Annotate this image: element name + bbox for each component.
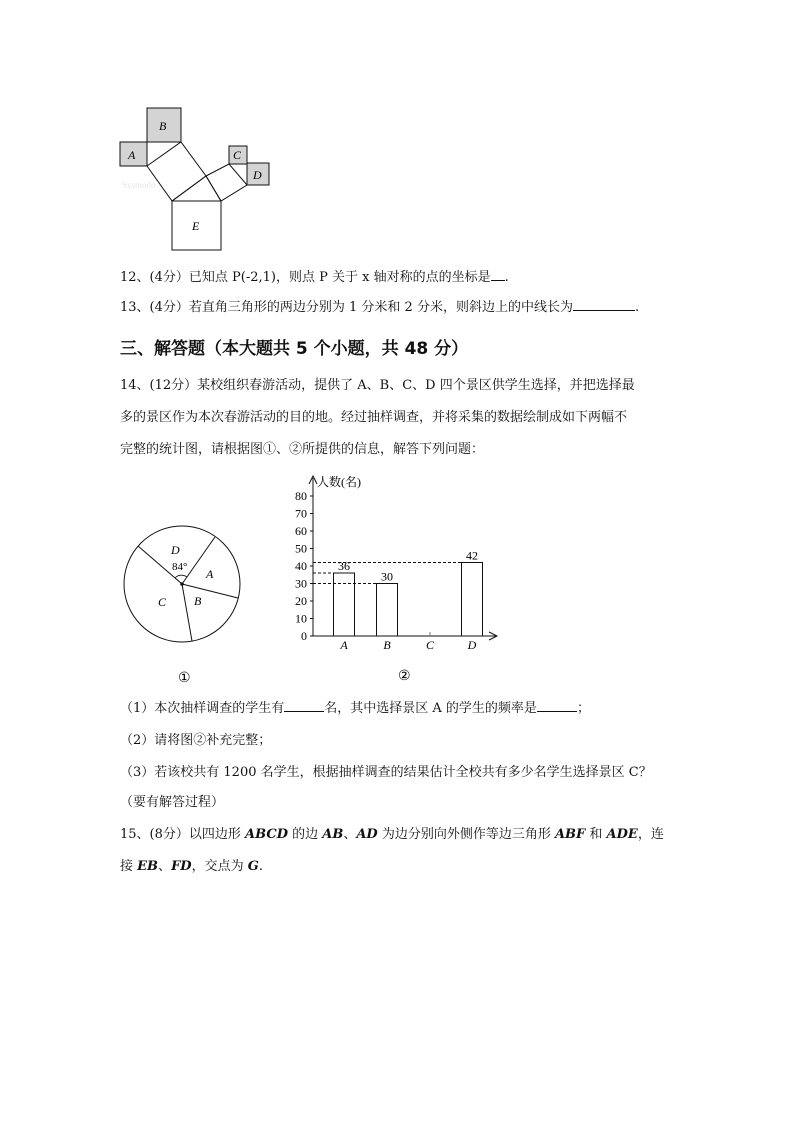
question-15-text: 为边分别向外侧作等边三角形	[377, 827, 555, 842]
question-15-text: ，交点为	[191, 859, 248, 874]
sub-1-part-a: （1）本次抽样调查的学生有	[120, 701, 285, 716]
pie-angle-label: 84°	[172, 561, 188, 573]
geometry-label: EB	[137, 859, 159, 874]
bar-value-label: 42	[466, 548, 478, 563]
geometry-label: ADE	[606, 827, 638, 842]
question-15-line-1	[120, 823, 664, 842]
y-axis-label: 人数(名)	[317, 475, 361, 489]
question-14-line-1: 14、(12分）某校组织春游活动，提供了 A、B、C、D 四个景区供学生选择，并把选择最	[120, 378, 635, 393]
question-12-end: .	[504, 270, 509, 285]
question-14-sub-2: （2）请将图②补充完整；	[120, 733, 272, 748]
y-tick-label: 10	[295, 611, 307, 626]
watermark: Sysmodo	[122, 180, 156, 190]
question-15-text: 的边	[287, 827, 323, 842]
square-label-d: D	[253, 168, 262, 182]
x-tick-label: C	[425, 638, 435, 652]
question-13-end: .	[634, 300, 640, 315]
question-13	[120, 298, 639, 318]
question-15-text: 、	[158, 859, 172, 874]
bar-b	[377, 584, 398, 637]
question-14-sub-3: （3）若该校共有 1200 名学生，根据抽样调查的结果估计全校共有多少名学生选择景区 C？	[120, 765, 652, 780]
question-15-text: 15、(8分）以四边形	[120, 827, 246, 842]
section-heading: 三、解答题（本大题共 5 个小题，共 48 分）	[120, 339, 469, 359]
y-tick-label: 70	[295, 506, 307, 521]
pie-caption: ①	[178, 671, 191, 686]
sub-1-end: ；	[576, 701, 590, 716]
y-tick-label: 80	[295, 489, 307, 503]
bar-a	[334, 573, 355, 636]
question-15-text: 、	[343, 827, 357, 842]
question-14-line-3: 完整的统计图，请根据图①、②所提供的信息，解答下列问题：	[120, 442, 485, 457]
square-label-a: A	[128, 148, 136, 162]
geometry-label: AD	[356, 827, 378, 842]
bar-d	[462, 563, 483, 637]
y-tick-label: 50	[295, 541, 307, 556]
square-on-leg-2	[206, 164, 247, 201]
question-15-text: .	[258, 859, 263, 874]
question-14-sub-1	[120, 697, 590, 716]
pie-label-a: A	[206, 567, 214, 581]
x-tick-label: D	[467, 638, 477, 652]
x-tick-label: B	[383, 638, 391, 652]
geometry-label: G	[247, 859, 259, 874]
pythagoras-squares-figure	[110, 100, 280, 260]
pie-label-b: B	[194, 594, 202, 608]
y-tick-label: 60	[295, 524, 307, 538]
question-12-text: 12、(4分）已知点 P(-2,1)，则点 P 关于 x 轴对称的点的坐标是	[120, 270, 491, 285]
bar-chart-figure	[280, 472, 510, 687]
pie-chart-figure	[118, 522, 248, 687]
geometry-label: ABCD	[245, 827, 288, 842]
y-tick-label: 0	[301, 629, 307, 643]
question-15-text: ，连	[637, 827, 664, 842]
square-label-c: C	[233, 148, 242, 162]
pie-label-c: C	[158, 595, 167, 609]
square-label-e: E	[192, 219, 200, 233]
square-label-b: B	[159, 119, 167, 133]
bar-value-label: 30	[381, 569, 393, 584]
bar-value-label: 36	[338, 559, 350, 573]
answer-blank-12[interactable]	[491, 280, 505, 281]
question-14-sub-3-note: （要有解答过程）	[120, 795, 225, 810]
geometry-label: FD	[171, 859, 192, 874]
square-on-leg-1	[147, 142, 206, 201]
pie-radius-4	[182, 584, 192, 641]
pie-center	[180, 582, 184, 586]
question-15-text: 接	[120, 859, 138, 874]
question-12	[120, 268, 509, 288]
answer-blank-14-1a[interactable]	[284, 711, 324, 712]
x-tick-label: A	[340, 638, 348, 652]
question-14-line-2: 多的景区作为本次春游活动的目的地。经过抽样调查，并将采集的数据绘制成如下两幅不	[120, 410, 628, 425]
geometry-label: AB	[322, 827, 344, 842]
answer-blank-14-1b[interactable]	[537, 711, 577, 712]
sub-1-part-b: 名，其中选择景区 A 的学生的频率是	[324, 701, 537, 716]
question-13-text: 13、(4分）若直角三角形的两边分别为 1 分米和 2 分米，则斜边上的中线长为	[120, 300, 573, 315]
answer-blank-13[interactable]	[573, 310, 635, 311]
pie-radius-3	[182, 584, 238, 598]
y-tick-label: 40	[295, 559, 307, 573]
pie-angle-arc	[175, 575, 187, 578]
bar-caption: ②	[398, 669, 411, 684]
geometry-label: ABF	[554, 827, 586, 842]
question-15-text: 和	[585, 827, 607, 842]
y-tick-label: 30	[295, 576, 307, 591]
y-tick-label: 20	[295, 594, 307, 608]
question-15-line-2	[120, 855, 263, 874]
pie-label-d: D	[171, 543, 180, 557]
